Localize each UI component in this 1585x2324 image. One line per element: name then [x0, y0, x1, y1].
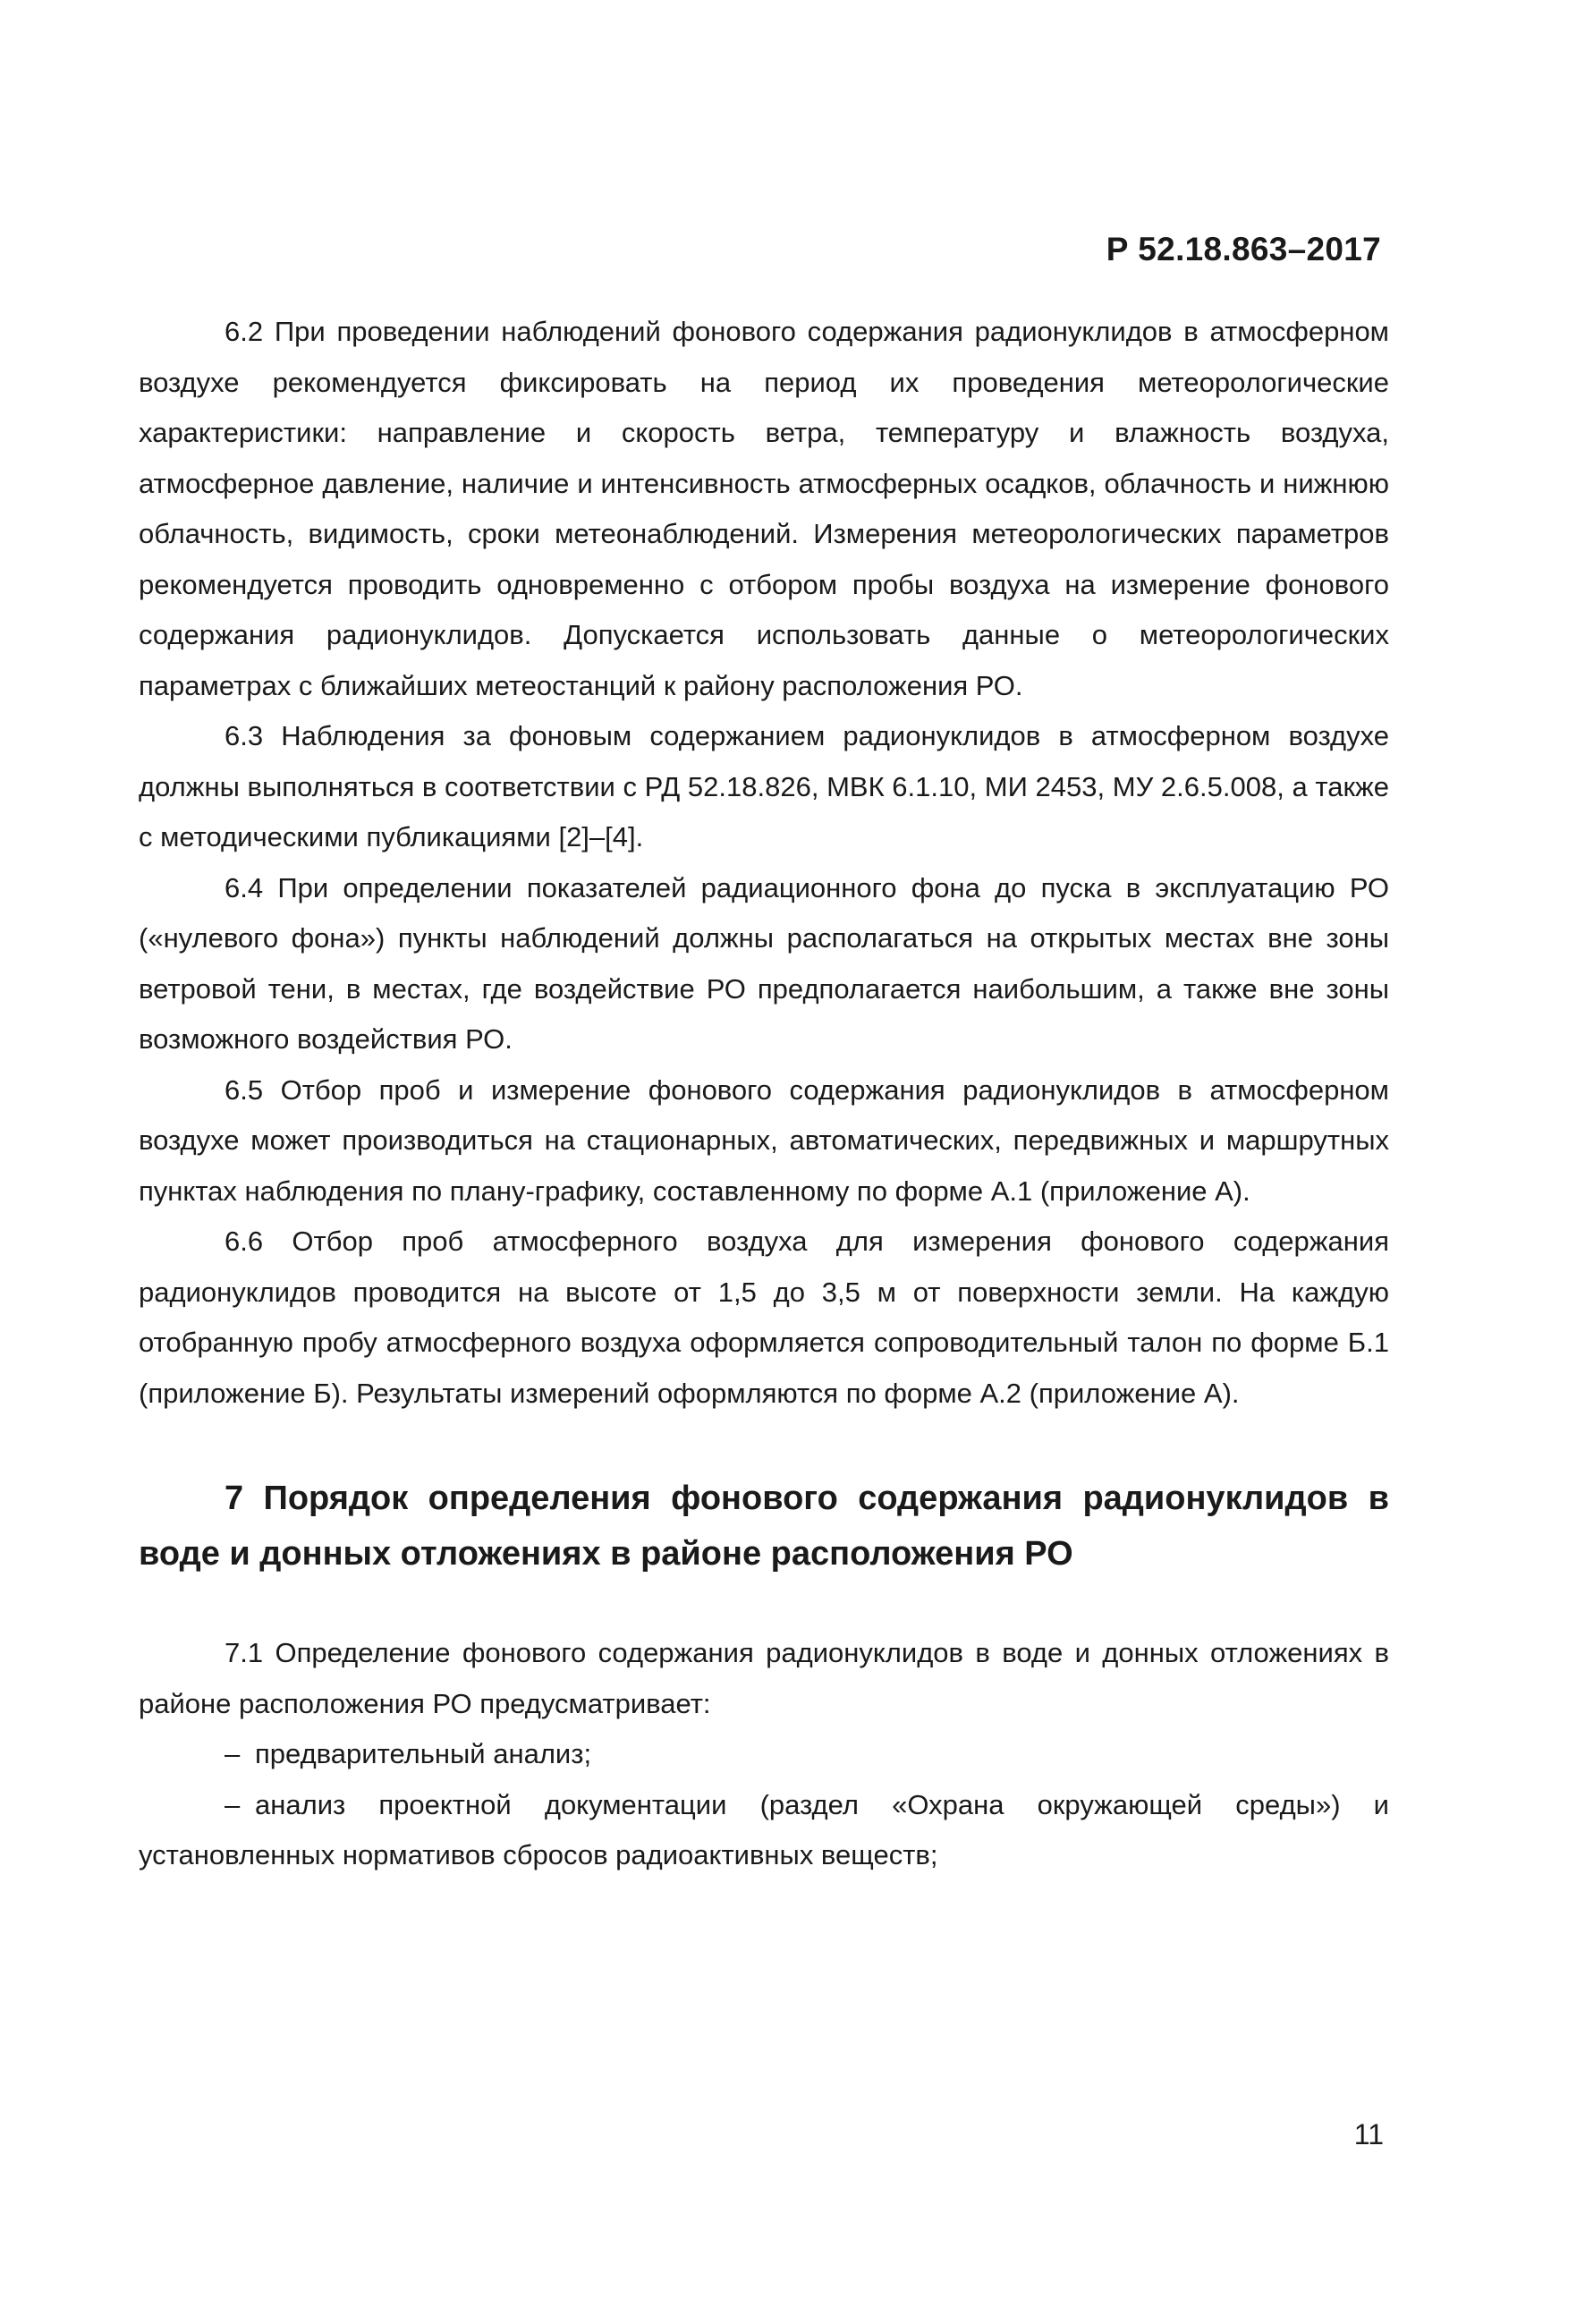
paragraph-6-2: 6.2 При проведении наблюдений фонового содержания радионуклидов в атмосферном воздухе рекомендуется фиксировать на период их проведения метеорологические характеристики: направление и скорость ветра, температуру и влажность воздуха, атмосферное давление, наличие и интенсивность атмосферных осадков, облачность и нижнюю облачность, видимость, сроки метеонаблюдений. Измерения метеорологических параметров рекомендуется проводить одновременно с отбором пробы воздуха на измерение фонового содержания радионуклидов. Допускается использовать данные о метеорологических параметрах с ближайших метеостанций к району расположения РО. [139, 316, 1389, 701]
list-item [139, 1780, 1389, 1881]
list-dash: – [225, 1788, 241, 1820]
section-7-heading: 7 Порядок определения фонового содержания радионуклидов в воде и донных отложениях в районе расположения РО [139, 1480, 1389, 1573]
list-item [139, 1729, 1389, 1780]
document-code: Р 52.18.863–2017 [1106, 231, 1381, 267]
page-number: 11 [1353, 2118, 1384, 2150]
paragraph-6-5: 6.5 Отбор проб и измерение фонового содержания радионуклидов в атмосферном воздухе может производиться на стационарных, автоматических, передвижных и маршрутных пунктах наблюдения по плану-графику, составленному по форме А.1 (приложение А). [139, 1073, 1389, 1207]
list-item-text: предварительный анализ; [255, 1738, 592, 1769]
list-item-text: анализ проектной документации (раздел «Охрана окружающей среды») и установленных нормативов сбросов радиоактивных веществ; [139, 1788, 1389, 1870]
paragraph-7-1: 7.1 Определение фонового содержания радионуклидов в воде и донных отложениях в районе расположения РО предусматривает: [139, 1637, 1389, 1719]
paragraph-6-6: 6.6 Отбор проб атмосферного воздуха для измерения фонового содержания радионуклидов проводится на высоте от 1,5 до 3,5 м от поверхности земли. На каждую отобранную пробу атмосферного воздуха оформляется сопроводительный талон по форме Б.1 (приложение Б). Результаты измерений оформляются по форме А.2 (приложение А). [139, 1226, 1389, 1409]
paragraph-6-3: 6.3 Наблюдения за фоновым содержанием радионуклидов в атмосферном воздухе должны выполняться в соответствии с РД 52.18.826, МВК 6.1.10, МИ 2453, МУ 2.6.5.008, а также с методическими публикациями [2]–[4]. [139, 720, 1389, 852]
document-body [139, 307, 1389, 1881]
list-dash: – [225, 1738, 241, 1769]
paragraph-6-4: 6.4 При определении показателей радиационного фона до пуска в эксплуатацию РО («нулевого фона») пункты наблюдений должны располагаться на открытых местах вне зоны ветровой тени, в местах, где воздействие РО предполагается наибольшим, а также вне зоны возможного воздействия РО. [139, 871, 1389, 1055]
